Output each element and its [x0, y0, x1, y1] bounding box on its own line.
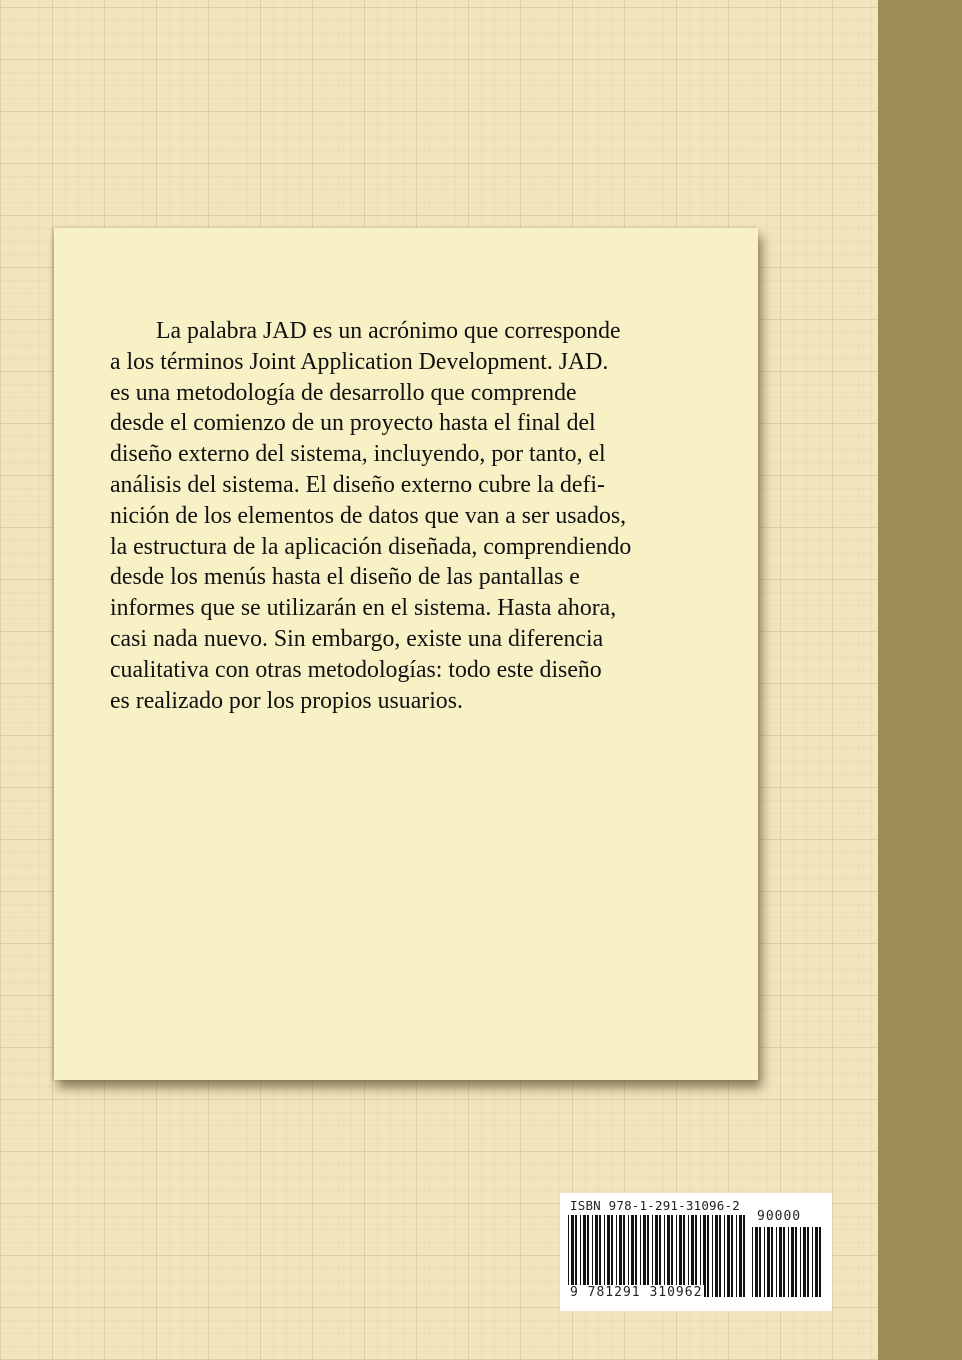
barcode-bar — [791, 1227, 794, 1297]
blurb-line: diseño externo del sistema, incluyendo, por tanto, el — [110, 441, 606, 468]
blurb-line: casi nada nuevo. Sin embargo, existe una diferencia — [110, 625, 604, 652]
barcode-bar — [771, 1227, 773, 1297]
barcode-bar — [776, 1227, 777, 1297]
barcode-bar — [712, 1215, 713, 1297]
barcode-bar — [727, 1215, 730, 1297]
barcode-bar — [819, 1227, 821, 1297]
barcode-bar — [779, 1227, 782, 1297]
barcode-bar — [743, 1215, 745, 1297]
blurb-line: La palabra JAD es un acrónimo que corresponde — [156, 318, 621, 344]
barcode-bar — [795, 1227, 797, 1297]
barcode-bar — [812, 1227, 813, 1297]
barcode-bar — [739, 1215, 742, 1297]
barcode-bar — [719, 1215, 721, 1297]
blurb-line: es realizado por los propios usuarios. — [110, 687, 463, 714]
blurb-line: nición de los elementos de datos que van a ser usados, — [110, 502, 627, 529]
blurb-panel — [54, 228, 758, 1080]
isbn-label: ISBN 978-1-291-31096-2 — [570, 1198, 740, 1213]
barcode-bar — [707, 1215, 709, 1297]
book-spine-edge — [878, 0, 962, 1360]
barcode-bar — [767, 1227, 770, 1297]
barcode-bar — [736, 1215, 737, 1297]
barcode-ean-digits: 9 781291 310962 — [570, 1285, 703, 1300]
addon-barcode-bars — [752, 1227, 824, 1297]
blurb-text — [110, 316, 710, 716]
blurb-line: desde el comienzo de un proyecto hasta el final del — [110, 410, 596, 437]
barcode-bar — [807, 1227, 809, 1297]
blurb-line: informes que se utilizarán en el sistema. Hasta ahora, — [110, 595, 617, 622]
blurb-line: a los términos Joint Application Development. JAD. — [110, 348, 609, 375]
barcode-bar — [800, 1227, 801, 1297]
blurb-line: es una metodología de desarrollo que comprende — [110, 379, 577, 406]
barcode-bar — [815, 1227, 818, 1297]
blurb-line: cualitativa con otras metodologías: todo este diseño — [110, 656, 602, 683]
barcode-bar — [731, 1215, 733, 1297]
blurb-line: desde los menús hasta el diseño de las pantallas e — [110, 564, 580, 591]
blurb-line: la estructura de la aplicación diseñada, comprendiendo — [110, 533, 632, 560]
barcode-bar — [759, 1227, 761, 1297]
barcode-bar — [724, 1215, 725, 1297]
barcode-bar — [803, 1227, 806, 1297]
blurb-line: análisis del sistema. El diseño externo cubre la defi- — [110, 471, 605, 498]
barcode-addon-digits: 90000 — [757, 1209, 802, 1224]
barcode-bar — [715, 1215, 718, 1297]
barcode-bar — [764, 1227, 765, 1297]
barcode-bar — [788, 1227, 789, 1297]
barcode-bar — [755, 1227, 758, 1297]
isbn-barcode — [560, 1193, 832, 1311]
barcode-bar — [752, 1227, 753, 1297]
barcode-bar — [783, 1227, 785, 1297]
